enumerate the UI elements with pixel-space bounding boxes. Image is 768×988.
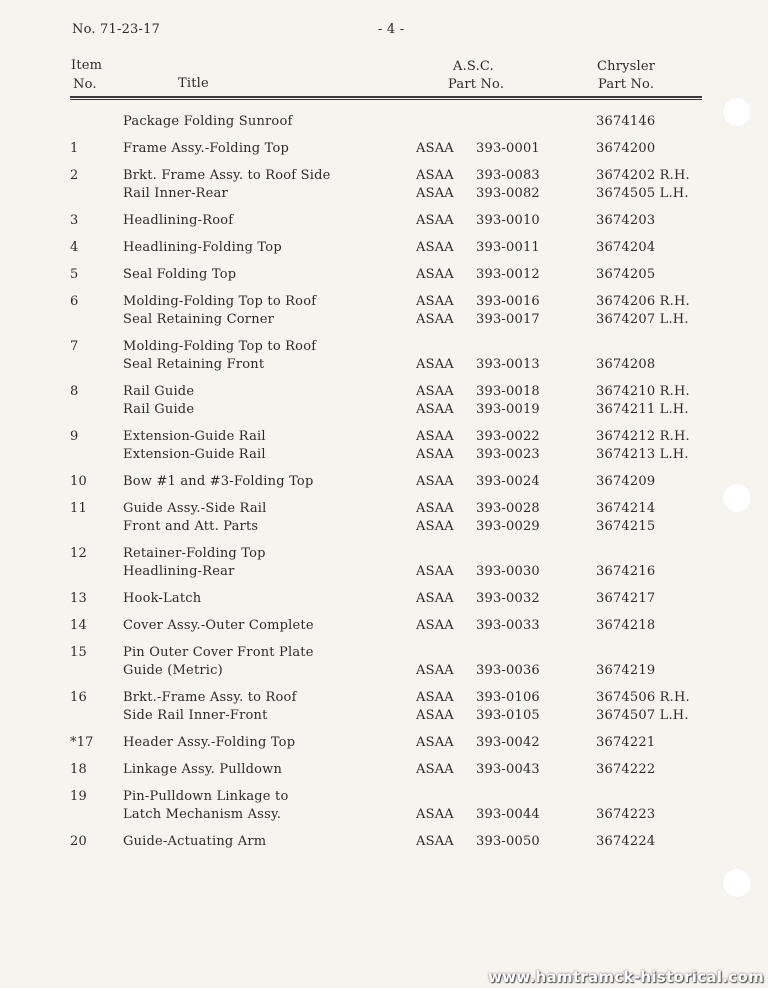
- part-title: Headlining-Rear: [123, 564, 235, 579]
- table-row: [0, 383, 768, 401]
- column-header-asc: A.S.C.: [453, 59, 494, 74]
- asc-prefix: ASAA: [416, 834, 454, 849]
- asc-prefix: ASAA: [416, 807, 454, 822]
- item-number: 20: [70, 834, 87, 849]
- part-title: Side Rail Inner-Front: [123, 708, 268, 723]
- table-row: [0, 167, 768, 185]
- part-title: Bow #1 and #3-Folding Top: [123, 474, 314, 489]
- part-title: Header Assy.-Folding Top: [123, 735, 296, 750]
- column-header-item: Item: [71, 58, 103, 73]
- binder-hole: [722, 483, 752, 513]
- part-title: Seal Folding Top: [123, 267, 237, 282]
- table-row: [0, 311, 768, 329]
- column-header-asc-part-no: Part No.: [448, 77, 505, 92]
- table-row: [0, 428, 768, 446]
- document-number: No. 71-23-17: [72, 22, 161, 37]
- table-row: [0, 356, 768, 374]
- item-number: 16: [70, 690, 87, 705]
- asc-prefix: ASAA: [416, 357, 454, 372]
- asc-part-number: 393-0043: [476, 762, 540, 777]
- asc-prefix: ASAA: [416, 240, 454, 255]
- asc-prefix: ASAA: [416, 447, 454, 462]
- asc-prefix: ASAA: [416, 312, 454, 327]
- part-title: Linkage Assy. Pulldown: [123, 762, 283, 777]
- part-title: Seal Retaining Front: [123, 357, 265, 372]
- column-header-item-no: No.: [73, 77, 97, 92]
- chrysler-part-number: 3674209: [596, 474, 656, 489]
- part-title: Retainer-Folding Top: [123, 546, 266, 561]
- asc-part-number: 393-0105: [476, 708, 540, 723]
- part-title: Front and Att. Parts: [123, 519, 259, 534]
- asc-part-number: 393-0044: [476, 807, 540, 822]
- asc-part-number: 393-0083: [476, 168, 540, 183]
- asc-part-number: 393-0030: [476, 564, 540, 579]
- part-title: Latch Mechanism Assy.: [123, 807, 282, 822]
- chrysler-part-number: 3674214: [596, 501, 656, 516]
- asc-prefix: ASAA: [416, 735, 454, 750]
- asc-prefix: ASAA: [416, 267, 454, 282]
- website-watermark: www.hamtramck-historical.com: [488, 968, 764, 986]
- item-number: 8: [70, 384, 79, 399]
- chrysler-part-number: 3674211 L.H.: [596, 402, 689, 417]
- chrysler-part-number: 3674202 R.H.: [596, 168, 690, 183]
- item-number: 4: [70, 240, 79, 255]
- asc-prefix: ASAA: [416, 384, 454, 399]
- part-title: Rail Guide: [123, 384, 195, 399]
- asc-prefix: ASAA: [416, 501, 454, 516]
- table-row: [0, 266, 768, 284]
- part-title: Guide (Metric): [123, 663, 223, 678]
- asc-part-number: 393-0018: [476, 384, 540, 399]
- chrysler-part-number: 3674216: [596, 564, 656, 579]
- table-row: [0, 689, 768, 707]
- table-row: [0, 662, 768, 680]
- chrysler-part-number: 3674223: [596, 807, 656, 822]
- chrysler-part-number: 3674505 L.H.: [596, 186, 689, 201]
- asc-part-number: 393-0033: [476, 618, 540, 633]
- asc-part-number: 393-0036: [476, 663, 540, 678]
- item-number: 15: [70, 645, 87, 660]
- chrysler-part-number: 3674200: [596, 141, 656, 156]
- item-number: 12: [70, 546, 87, 561]
- table-row: [0, 446, 768, 464]
- asc-part-number: 393-0023: [476, 447, 540, 462]
- asc-part-number: 393-0042: [476, 735, 540, 750]
- chrysler-part-number: 3674213 L.H.: [596, 447, 689, 462]
- part-title: Pin-Pulldown Linkage to: [123, 789, 289, 804]
- part-title: Pin Outer Cover Front Plate: [123, 645, 314, 660]
- asc-part-number: 393-0019: [476, 402, 540, 417]
- asc-prefix: ASAA: [416, 168, 454, 183]
- asc-prefix: ASAA: [416, 663, 454, 678]
- table-row: [0, 833, 768, 851]
- table-row: [0, 212, 768, 230]
- chrysler-part-number: 3674204: [596, 240, 656, 255]
- part-title: Headlining-Roof: [123, 213, 234, 228]
- part-title: Cover Assy.-Outer Complete: [123, 618, 314, 633]
- header-rule-thin: [70, 99, 702, 100]
- asc-part-number: 393-0022: [476, 429, 540, 444]
- asc-part-number: 393-0010: [476, 213, 540, 228]
- table-row: [0, 545, 768, 563]
- table-row: [0, 761, 768, 779]
- part-title: Rail Inner-Rear: [123, 186, 228, 201]
- asc-part-number: 393-0082: [476, 186, 540, 201]
- item-number: 19: [70, 789, 87, 804]
- table-row: [0, 140, 768, 158]
- asc-part-number: 393-0024: [476, 474, 540, 489]
- page-number: - 4 -: [378, 22, 405, 37]
- item-number: 7: [70, 339, 79, 354]
- part-title: Molding-Folding Top to Roof: [123, 339, 317, 354]
- part-title: Guide Assy.-Side Rail: [123, 501, 267, 516]
- asc-prefix: ASAA: [416, 591, 454, 606]
- asc-part-number: 393-0032: [476, 591, 540, 606]
- chrysler-part-number: 3674506 R.H.: [596, 690, 690, 705]
- item-number: 18: [70, 762, 87, 777]
- table-row: [0, 185, 768, 203]
- item-number: 13: [70, 591, 87, 606]
- asc-prefix: ASAA: [416, 294, 454, 309]
- asc-prefix: ASAA: [416, 690, 454, 705]
- header-rule: [70, 96, 702, 98]
- part-title: Brkt. Frame Assy. to Roof Side: [123, 168, 331, 183]
- column-header-chrysler: Chrysler: [597, 59, 656, 74]
- column-header-title: Title: [178, 76, 209, 91]
- item-number: 5: [70, 267, 79, 282]
- chrysler-part-number: 3674224: [596, 834, 656, 849]
- part-title: Headlining-Folding Top: [123, 240, 282, 255]
- column-header-chrysler-part-no: Part No.: [598, 77, 655, 92]
- part-title: Hook-Latch: [123, 591, 202, 606]
- item-number: 6: [70, 294, 79, 309]
- part-title: Frame Assy.-Folding Top: [123, 141, 290, 156]
- item-number: 1: [70, 141, 79, 156]
- asc-prefix: ASAA: [416, 141, 454, 156]
- chrysler-part-number: 3674507 L.H.: [596, 708, 689, 723]
- asc-part-number: 393-0106: [476, 690, 540, 705]
- asc-prefix: ASAA: [416, 429, 454, 444]
- item-number: *17: [70, 735, 94, 750]
- asc-prefix: ASAA: [416, 708, 454, 723]
- asc-part-number: 393-0013: [476, 357, 540, 372]
- table-row: [0, 707, 768, 725]
- part-title: Package Folding Sunroof: [123, 114, 293, 129]
- chrysler-part-number: 3674208: [596, 357, 656, 372]
- chrysler-part-number: 3674215: [596, 519, 656, 534]
- asc-prefix: ASAA: [416, 762, 454, 777]
- table-row: [0, 563, 768, 581]
- part-title: Rail Guide: [123, 402, 195, 417]
- item-number: 9: [70, 429, 79, 444]
- chrysler-part-number: 3674212 R.H.: [596, 429, 690, 444]
- table-row: [0, 473, 768, 491]
- asc-part-number: 393-0050: [476, 834, 540, 849]
- table-row: [0, 617, 768, 635]
- asc-prefix: ASAA: [416, 186, 454, 201]
- asc-prefix: ASAA: [416, 564, 454, 579]
- table-row: [0, 293, 768, 311]
- part-title: Brkt.-Frame Assy. to Roof: [123, 690, 297, 705]
- table-row: [0, 806, 768, 824]
- asc-part-number: 393-0029: [476, 519, 540, 534]
- asc-prefix: ASAA: [416, 618, 454, 633]
- asc-part-number: 393-0001: [476, 141, 540, 156]
- item-number: 14: [70, 618, 87, 633]
- table-row: [0, 518, 768, 536]
- table-row: [0, 401, 768, 419]
- item-number: 2: [70, 168, 79, 183]
- asc-part-number: 393-0016: [476, 294, 540, 309]
- asc-prefix: ASAA: [416, 213, 454, 228]
- chrysler-part-number: 3674221: [596, 735, 656, 750]
- asc-part-number: 393-0017: [476, 312, 540, 327]
- asc-part-number: 393-0012: [476, 267, 540, 282]
- part-title: Molding-Folding Top to Roof: [123, 294, 317, 309]
- binder-hole: [722, 868, 752, 898]
- chrysler-part-number: 3674146: [596, 114, 656, 129]
- chrysler-part-number: 3674207 L.H.: [596, 312, 689, 327]
- asc-part-number: 393-0028: [476, 501, 540, 516]
- table-row: [0, 338, 768, 356]
- part-title: Guide-Actuating Arm: [123, 834, 267, 849]
- chrysler-part-number: 3674217: [596, 591, 656, 606]
- part-title: Extension-Guide Rail: [123, 429, 266, 444]
- chrysler-part-number: 3674206 R.H.: [596, 294, 690, 309]
- asc-part-number: 393-0011: [476, 240, 540, 255]
- asc-prefix: ASAA: [416, 519, 454, 534]
- chrysler-part-number: 3674210 R.H.: [596, 384, 690, 399]
- table-row: [0, 644, 768, 662]
- table-row: [0, 113, 768, 131]
- asc-prefix: ASAA: [416, 474, 454, 489]
- asc-prefix: ASAA: [416, 402, 454, 417]
- chrysler-part-number: 3674218: [596, 618, 656, 633]
- item-number: 10: [70, 474, 87, 489]
- table-row: [0, 590, 768, 608]
- item-number: 3: [70, 213, 79, 228]
- item-number: 11: [70, 501, 87, 516]
- table-row: [0, 734, 768, 752]
- table-row: [0, 788, 768, 806]
- table-row: [0, 500, 768, 518]
- chrysler-part-number: 3674205: [596, 267, 656, 282]
- part-title: Extension-Guide Rail: [123, 447, 266, 462]
- chrysler-part-number: 3674219: [596, 663, 656, 678]
- chrysler-part-number: 3674203: [596, 213, 656, 228]
- part-title: Seal Retaining Corner: [123, 312, 275, 327]
- chrysler-part-number: 3674222: [596, 762, 656, 777]
- binder-hole: [722, 97, 752, 127]
- table-row: [0, 239, 768, 257]
